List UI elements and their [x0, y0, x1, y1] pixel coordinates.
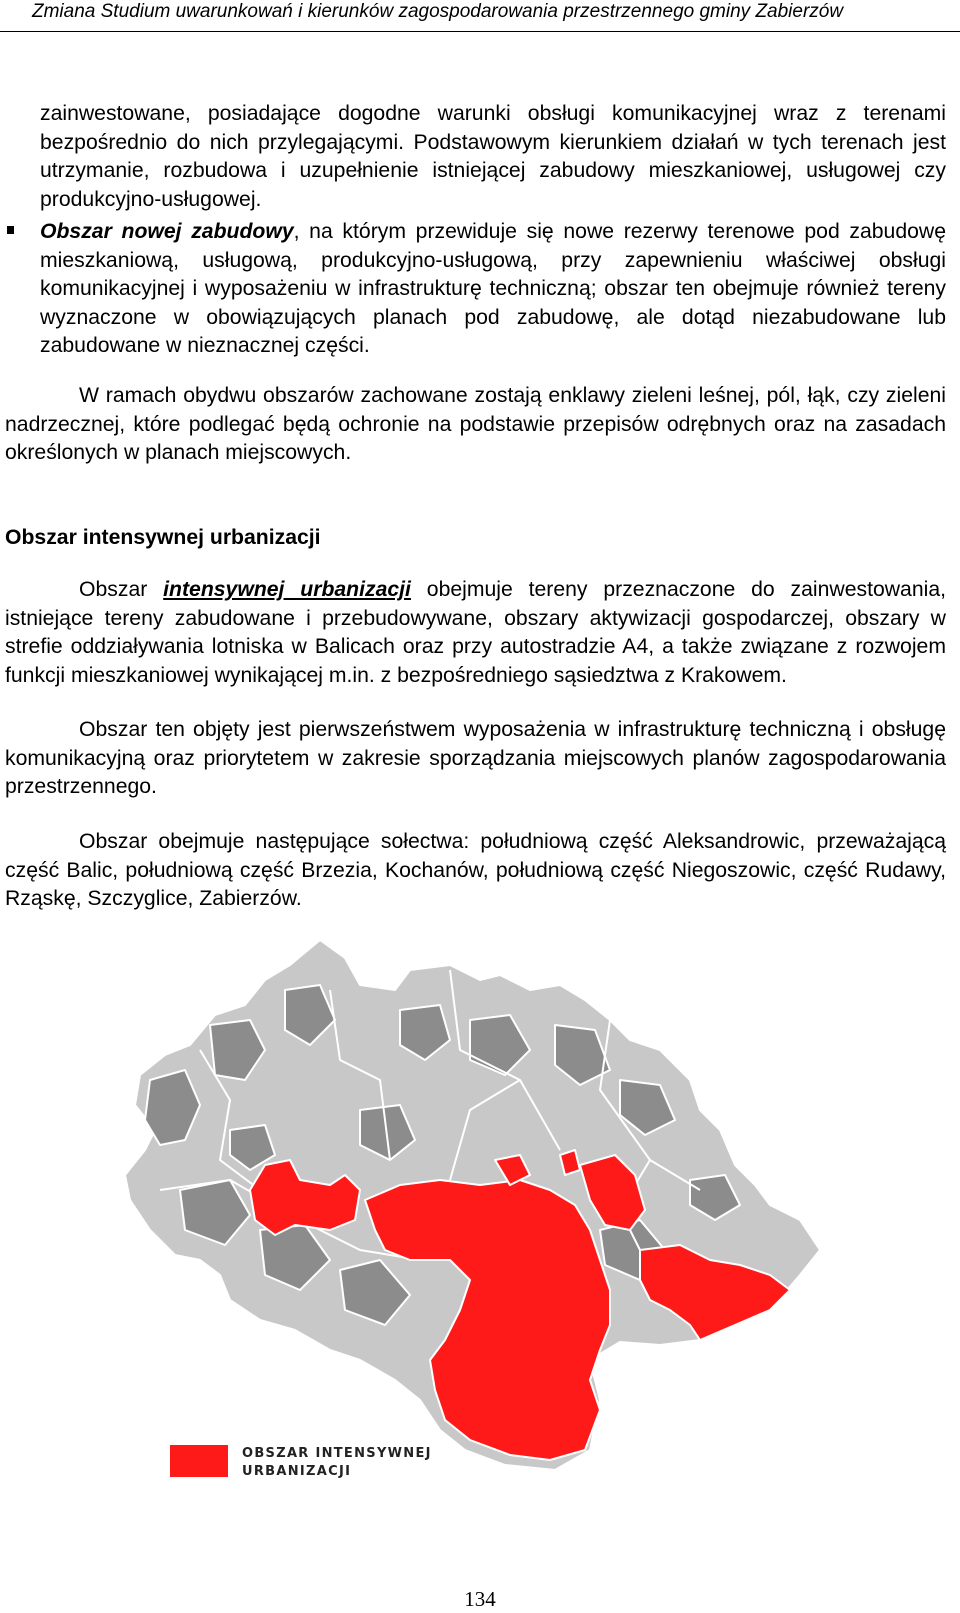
page-header	[0, 0, 960, 32]
section-paragraph-3: Obszar obejmuje następujące sołectwa: południową część Aleksandrowic, przeważającą część Balic, południową część Brzezia, Kochanów, południową część Niegoszowic, część Rudawy, Rząskę, Szczyglice, Zabierzów.	[5, 830, 946, 911]
urbanization-map	[0, 930, 960, 1510]
legend-line-2: URBANIZACJI	[242, 1464, 352, 1479]
map-regions	[125, 940, 820, 1470]
intro-paragraph: zainwestowane, posiadające dogodne warunki obsługi komunikacyjnej wraz z terenami bezpośrednio do nich przylegającymi. Podstawowym kierunkiem działań w tych terenach jest utrzymanie, rozbudowa i uzupełnienie istniejącej zabudowy mieszkaniowej, usługowej czy produkcyjno-usługowej.	[40, 102, 946, 211]
section-p1-term: intensywnej urbanizacji	[163, 578, 411, 601]
bullet-square-icon	[7, 226, 14, 234]
legend-line-1: OBSZAR INTENSYWNEJ	[242, 1446, 432, 1461]
section-heading: Obszar intensywnej urbanizacji	[5, 526, 321, 549]
map-legend	[170, 1445, 432, 1479]
section-p1-text: obejmuje tereny przeznaczone do zainwestowania, istniejące tereny zabudowane i przebudowywane, obszary aktywizacji gospodarczej, obszary w strefie oddziaływania lotniska w Balicach oraz przy autostradzie A4, a także związane z rozwojem funkcji mieszkaniowej wynikającej m.in. z bezpośredniego sąsiedztwa z Krakowem.	[5, 578, 946, 687]
bullet-text: , na którym przewiduje się nowe rezerwy terenowe pod zabudowę mieszkaniową, usługową, produkcyjno-usługową, przy zapewnieniu właściwej obsługi komunikacyjnej i wyposażeniu w infrastrukturę techniczną; obszar ten obejmuje również tereny wyznaczone w obowiązujących planach pod zabudowę, ale dotąd niezabudowane lub zabudowane w nieznacznej części.	[40, 220, 946, 358]
section-paragraph-1	[5, 576, 946, 690]
map-svg	[0, 930, 960, 1510]
bullet-term: Obszar nowej zabudowy	[40, 220, 294, 243]
enclaves-paragraph: W ramach obydwu obszarów zachowane zostają enklawy zieleni leśnej, pól, łąk, czy zieleni nadrzecznej, które podlegać będą ochronie na podstawie przepisów odrębnych oraz na zasadach określonych w planach miejscowych.	[5, 384, 946, 465]
section-paragraph-2: Obszar ten objęty jest pierwszeństwem wyposażenia w infrastrukturę techniczną i obsługę komunikacyjną oraz priorytetem w zakresie sporządzania miejscowych planów zagospodarowania przestrzennego.	[5, 718, 946, 799]
bullet-body	[40, 218, 946, 361]
page-number: 134	[464, 1587, 496, 1611]
header-title: Zmiana Studium uwarunkowań i kierunków zagospodarowania przestrzennego gminy Zabierzów	[32, 1, 844, 22]
legend-swatch	[170, 1445, 228, 1477]
section-p1-lead: Obszar	[79, 578, 148, 601]
